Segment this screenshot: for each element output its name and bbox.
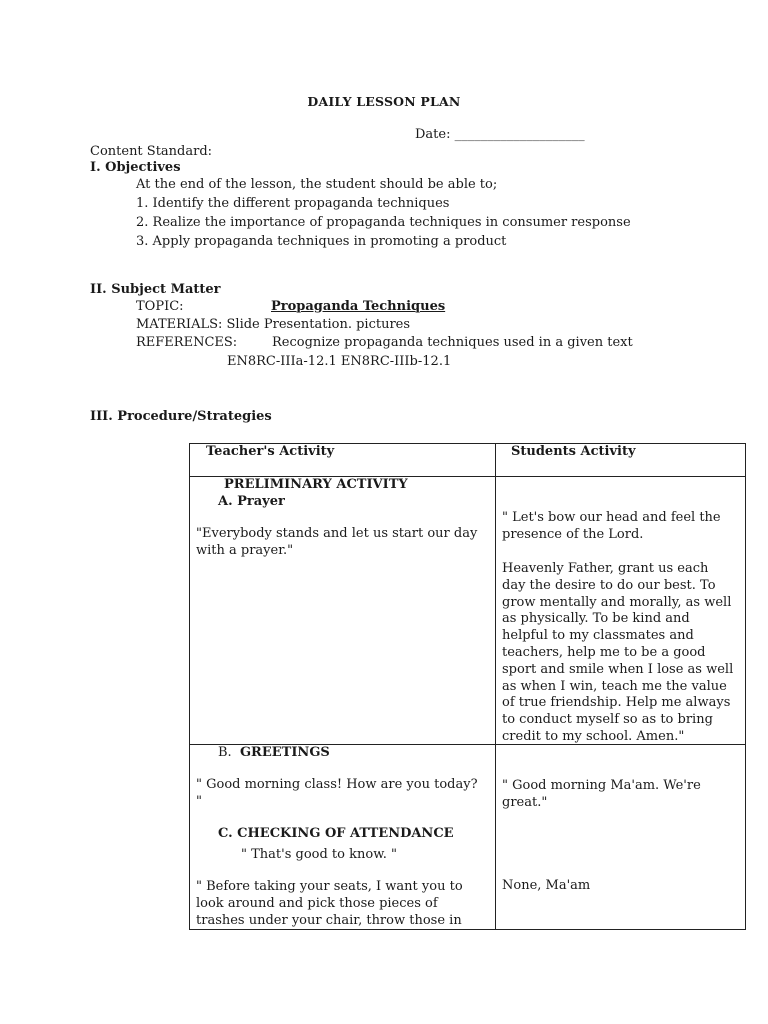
procedure-heading: III. Procedure/Strategies — [90, 409, 272, 424]
teacher-greeting-text: " Good morning class! How are you today? " — [196, 777, 478, 809]
teacher-acknowledgement: " That's good to know. " — [241, 847, 398, 862]
table-border-right — [745, 443, 746, 930]
date-label: Date: — [415, 127, 451, 142]
references-label: REFERENCES: — [136, 335, 238, 350]
materials-line: MATERIALS: Slide Presentation. pictures — [136, 317, 411, 332]
objective-item: 3. Apply propaganda techniques in promoting a product — [136, 234, 507, 249]
greetings-letter: B. — [218, 745, 232, 760]
student-prayer-intro: " Let's bow our head and feel the presence of the Lord. — [502, 510, 721, 542]
objective-item: 1. Identify the different propaganda techniques — [136, 196, 450, 211]
greetings-title: GREETINGS — [239, 745, 330, 760]
date-blank: ____________________ — [454, 127, 585, 142]
table-border-left — [189, 443, 190, 930]
procedure-table — [189, 443, 746, 930]
topic-value: Propaganda Techniques — [271, 299, 446, 314]
competency-codes: EN8RC-IIIa-12.1 EN8RC-IIIb-12.1 — [227, 354, 452, 369]
sub-heading-greetings — [218, 745, 330, 762]
references-value: Recognize propaganda techniques used in a given text — [272, 335, 633, 350]
student-prayer-text: Heavenly Father, grant us each day the desire to do our best. To grow mentally and morally, as well as physically. To be kind and helpful to my classmates and teachers, help me to be a good sport and smile when I lose as well as when I win, teach me the value of true friendship. Help me always to conduct myself so as to bring credit to my school. Amen." — [502, 561, 734, 744]
subject-matter-heading: II. Subject Matter — [90, 282, 221, 297]
content-standard-label: Content Standard: — [90, 144, 213, 159]
teacher-attendance-text: " Before taking your seats, I want you to look around and pick those pieces of trashes under your chair, throw those in — [196, 879, 463, 928]
objectives-heading: I. Objectives — [90, 160, 181, 175]
objective-item: 2. Realize the importance of propaganda techniques in consumer response — [136, 215, 631, 230]
date-line — [415, 127, 585, 143]
table-header-students: Students Activity — [511, 444, 636, 459]
student-attendance-text: None, Ma'am — [502, 878, 591, 893]
table-header-teacher: Teacher's Activity — [206, 444, 335, 459]
student-greeting-text: " Good morning Ma'am. We're great." — [502, 778, 701, 810]
table-column-divider — [495, 443, 496, 930]
topic-label: TOPIC: — [136, 299, 184, 314]
sub-heading-prayer: A. Prayer — [218, 494, 285, 509]
objectives-intro: At the end of the lesson, the student should be able to; — [136, 177, 498, 192]
sub-heading-attendance: C. CHECKING OF ATTENDANCE — [218, 826, 454, 841]
teacher-prayer-text: "Everybody stands and let us start our day with a prayer." — [196, 526, 478, 558]
section-heading: PRELIMINARY ACTIVITY — [224, 477, 408, 492]
page-title: DAILY LESSON PLAN — [307, 94, 461, 109]
